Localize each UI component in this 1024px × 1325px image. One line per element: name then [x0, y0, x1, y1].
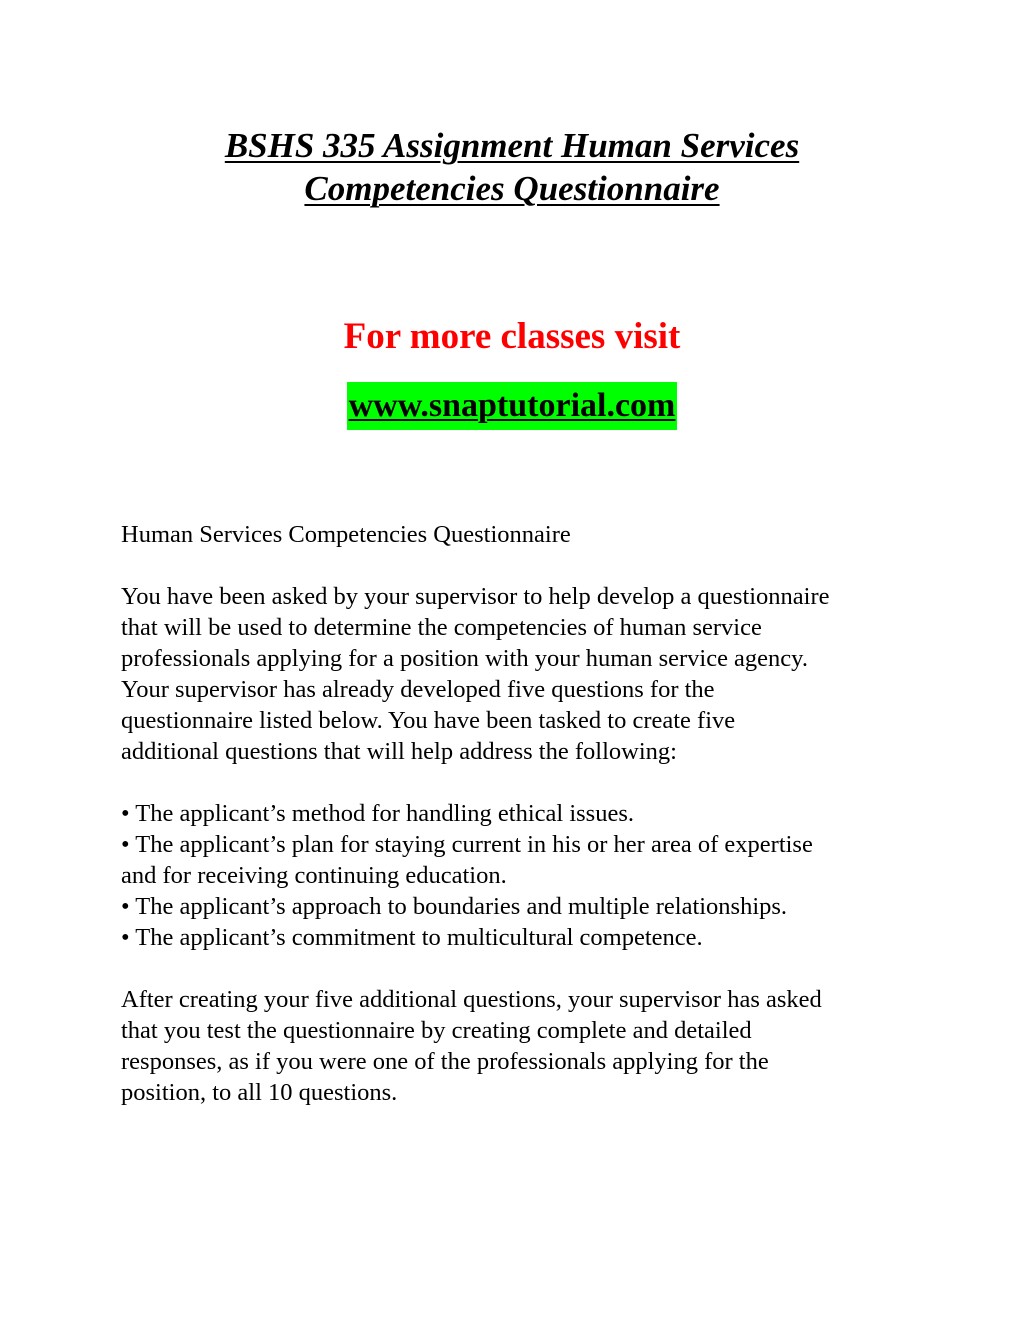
intro-line: that will be used to determine the competencies of human service: [121, 614, 762, 641]
intro-line: Your supervisor has already developed five questions for the: [121, 676, 715, 703]
intro-paragraph: [121, 581, 921, 767]
list-item: • The applicant’s method for handling ethical issues.: [121, 800, 634, 827]
intro-line: professionals applying for a position with your human service agency.: [121, 645, 808, 672]
title-line-1: BSHS 335 Assignment Human Services: [224, 126, 800, 165]
closing-line: that you test the questionnaire by creating complete and detailed: [121, 1017, 752, 1044]
document-body: [121, 519, 921, 1108]
paragraph-gap: [121, 550, 921, 581]
document-title: [0, 124, 1024, 210]
closing-paragraph: [121, 984, 921, 1108]
intro-line: additional questions that will help address the following:: [121, 738, 677, 765]
requirements-list: [121, 798, 921, 953]
promo-link-container: [0, 382, 1024, 430]
list-item: • The applicant’s commitment to multicultural competence.: [121, 924, 703, 951]
closing-line: After creating your five additional questions, your supervisor has asked: [121, 986, 822, 1013]
intro-line: questionnaire listed below. You have been tasked to create five: [121, 707, 736, 734]
paragraph-gap: [121, 953, 921, 984]
promo-link[interactable]: www.snaptutorial.com: [347, 382, 678, 430]
promo-heading: [0, 315, 1024, 359]
list-item: • The applicant’s approach to boundaries and multiple relationships.: [121, 893, 788, 920]
promo-text: For more classes visit: [343, 316, 681, 357]
closing-line: position, to all 10 questions.: [121, 1079, 398, 1106]
body-heading: Human Services Competencies Questionnaire: [121, 521, 571, 548]
paragraph-gap: [121, 767, 921, 798]
closing-line: responses, as if you were one of the professionals applying for the: [121, 1048, 769, 1075]
title-line-2: Competencies Questionnaire: [304, 169, 720, 208]
list-item: • The applicant’s plan for staying current in his or her area of expertise: [121, 831, 813, 858]
list-item: and for receiving continuing education.: [121, 862, 507, 889]
intro-line: You have been asked by your supervisor to help develop a questionnaire: [121, 583, 830, 610]
